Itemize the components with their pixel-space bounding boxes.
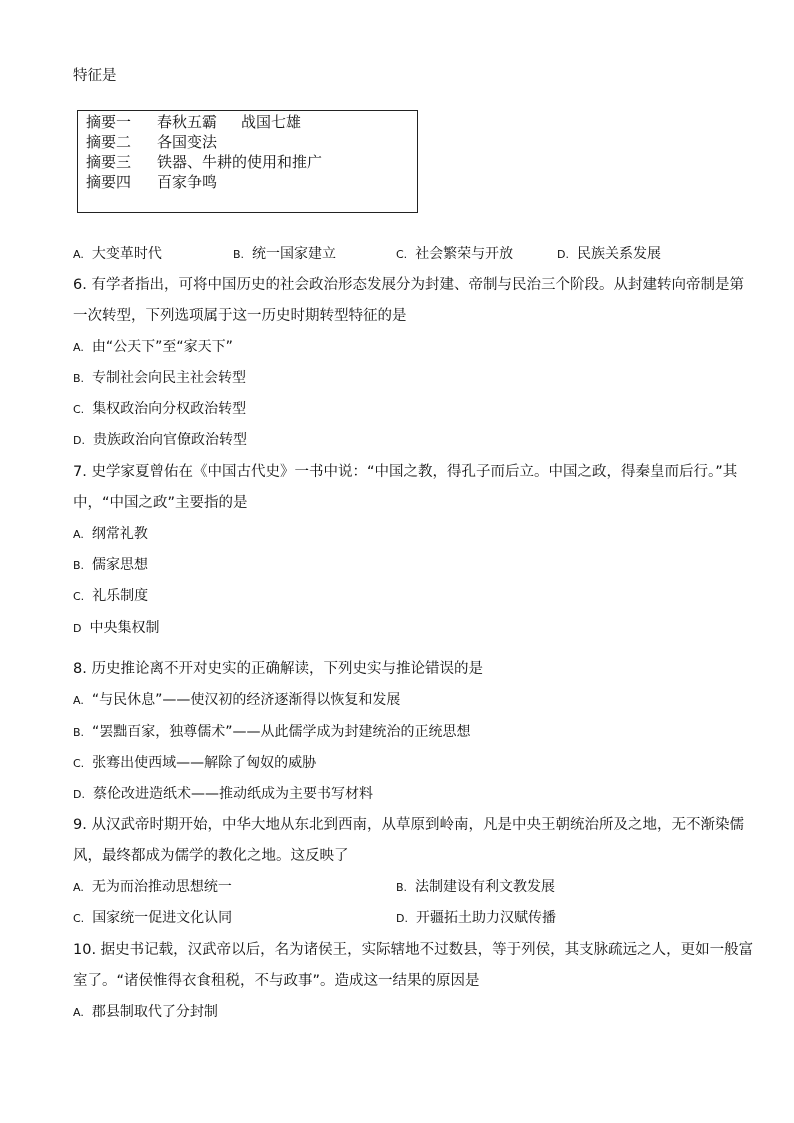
q9-option-b: B. 法制建设有利文教发展 <box>396 879 556 895</box>
q8-stem: 8. 历史推论离不开对史实的正确解读，下列史实与推论错误的是 <box>73 661 483 677</box>
question5-stem-tail: 特征是 <box>73 68 117 84</box>
summary-label: 摘要四 <box>86 173 132 191</box>
q7-stem: 7. 史学家夏曾佑在《中国古代史》一书中说：“中国之教，得孔子而后立。中国之政，得秦皇而后行。”其 <box>73 464 738 480</box>
q6-option-b: B. 专制社会向民主社会转型 <box>73 370 247 386</box>
summary-box <box>77 110 418 213</box>
summary-row <box>86 172 217 192</box>
summary-text: 各国变法 <box>157 133 218 151</box>
q9-option-a: A. 无为而治推动思想统一 <box>73 879 232 895</box>
q8-option-d: D. 蔡伦改进造纸术——推动纸成为主要书写材料 <box>73 786 373 802</box>
summary-label: 摘要一 <box>86 113 132 131</box>
q5-option-b: B. 统一国家建立 <box>233 246 337 262</box>
q9-stem: 9. 从汉武帝时期开始，中华大地从东北到西南，从草原到岭南，凡是中央王朝统治所及之地，无不渐染儒 <box>73 817 744 833</box>
q8-option-b: B. “罢黜百家，独尊儒术”——从此儒学成为封建统治的正统思想 <box>73 724 471 740</box>
q10-stem: 室了。“诸侯惟得衣食租税，不与政事”。造成这一结果的原因是 <box>73 973 480 989</box>
summary-text: 铁器、牛耕的使用和推广 <box>157 153 323 171</box>
summary-label: 摘要三 <box>86 153 132 171</box>
q8-option-a: A. “与民休息”——使汉初的经济逐渐得以恢复和发展 <box>73 692 401 708</box>
summary-label: 摘要二 <box>86 133 132 151</box>
summary-row <box>86 112 301 132</box>
q6-stem: 一次转型，下列选项属于这一历史时期转型特征的是 <box>73 308 407 324</box>
summary-row <box>86 152 322 172</box>
q9-stem: 风，最终都成为儒学的教化之地。这反映了 <box>73 848 349 864</box>
q5-option-a: A. 大变革时代 <box>73 246 162 262</box>
q9-option-d: D. 开疆拓土助力汉赋传播 <box>396 910 556 926</box>
summary-text: 战国七雄 <box>241 113 302 131</box>
summary-text: 春秋五霸 <box>157 113 218 131</box>
q7-option-a: A. 纲常礼教 <box>73 526 148 542</box>
q8-option-c: C. 张骞出使西域——解除了匈奴的威胁 <box>73 755 317 771</box>
q7-option-b: B. 儒家思想 <box>73 557 149 573</box>
q6-option-d: D. 贵族政治向官僚政治转型 <box>73 432 247 448</box>
q7-option-c: C. 礼乐制度 <box>73 588 149 604</box>
q6-option-c: C. 集权政治向分权政治转型 <box>73 401 247 417</box>
summary-text: 百家争鸣 <box>157 173 218 191</box>
q6-option-a: A. 由“公天下”至“家天下” <box>73 339 233 355</box>
q9-option-c: C. 国家统一促进文化认同 <box>73 910 233 926</box>
q7-stem: 中，“中国之政”主要指的是 <box>73 495 248 511</box>
q10-option-a: A. 郡县制取代了分封制 <box>73 1004 218 1020</box>
q10-stem: 10. 据史书记载，汉武帝以后，名为诸侯王，实际辖地不过数县，等于列侯，其支脉疏远之人，更如一般富 <box>73 942 754 958</box>
q6-stem: 6. 有学者指出，可将中国历史的社会政治形态发展分为封建、帝制与民治三个阶段。从封建转向帝制是第 <box>73 277 744 293</box>
q5-option-d: D. 民族关系发展 <box>557 246 661 262</box>
q5-option-c: C. 社会繁荣与开放 <box>396 246 514 262</box>
summary-row <box>86 132 217 152</box>
q7-option-d: D 中央集权制 <box>73 620 160 636</box>
